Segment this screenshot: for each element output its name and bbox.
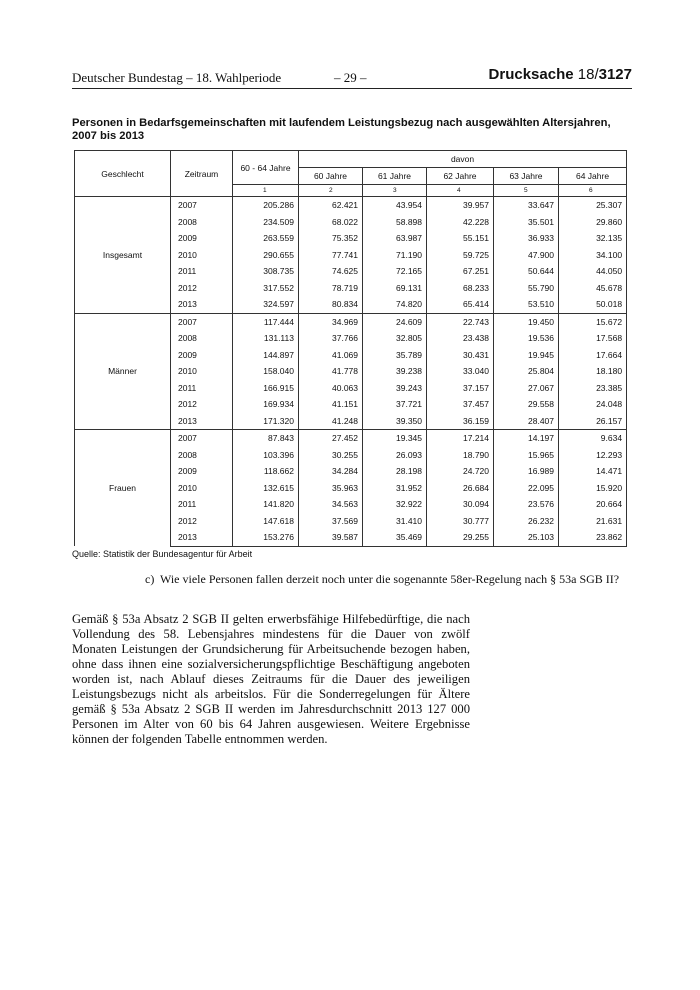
value-cell: 263.559 [233,230,299,247]
year-cell: 2007 [171,313,233,330]
value-cell: 23.438 [427,330,494,347]
value-cell: 19.345 [363,430,427,447]
value-cell: 23.385 [559,380,627,397]
header-zeitraum: Zeitraum [171,151,233,197]
value-cell: 26.157 [559,413,627,430]
value-cell: 41.151 [299,396,363,413]
value-cell: 153.276 [233,529,299,546]
value-cell: 324.597 [233,296,299,313]
value-cell: 37.721 [363,396,427,413]
value-cell: 9.634 [559,430,627,447]
table-title: Personen in Bedarfsgemeinschaften mit laufendem Leistungsbezug nach ausgewählten Altersjahren, 2007 bis 2013 [72,117,611,142]
value-cell: 80.834 [299,296,363,313]
value-cell: 132.615 [233,480,299,497]
value-cell: 37.157 [427,380,494,397]
year-cell: 2013 [171,296,233,313]
header-document-number [489,66,632,83]
year-cell: 2011 [171,380,233,397]
year-cell: 2009 [171,347,233,364]
value-cell: 25.103 [494,529,559,546]
value-cell: 40.063 [299,380,363,397]
value-cell: 87.843 [233,430,299,447]
value-cell: 72.165 [363,263,427,280]
value-cell: 26.093 [363,447,427,464]
header-age-63: 63 Jahre [494,168,559,185]
value-cell: 103.396 [233,447,299,464]
value-cell: 27.452 [299,430,363,447]
value-cell: 35.789 [363,347,427,364]
value-cell: 290.655 [233,247,299,264]
value-cell: 68.022 [299,214,363,231]
header-age-60: 60 Jahre [299,168,363,185]
value-cell: 35.469 [363,529,427,546]
value-cell: 28.198 [363,463,427,480]
value-cell: 158.040 [233,363,299,380]
value-cell: 34.284 [299,463,363,480]
value-cell: 29.860 [559,214,627,231]
value-cell: 53.510 [494,296,559,313]
value-cell: 18.180 [559,363,627,380]
value-cell: 14.471 [559,463,627,480]
value-cell: 43.954 [363,197,427,214]
value-cell: 15.920 [559,480,627,497]
value-cell: 36.159 [427,413,494,430]
header-geschlecht: Geschlecht [75,151,171,197]
value-cell: 35.963 [299,480,363,497]
header-doc-period: 18/ [573,66,599,83]
value-cell: 144.897 [233,347,299,364]
value-cell: 234.509 [233,214,299,231]
value-cell: 22.743 [427,313,494,330]
question-label: c) [145,572,155,586]
value-cell: 34.100 [559,247,627,264]
value-cell: 30.431 [427,347,494,364]
value-cell: 68.233 [427,280,494,297]
header-davon: davon [299,151,627,168]
value-cell: 78.719 [299,280,363,297]
year-cell: 2012 [171,280,233,297]
header-age-64: 64 Jahre [559,168,627,185]
value-cell: 118.662 [233,463,299,480]
table-row [75,313,627,330]
value-cell: 19.450 [494,313,559,330]
table-row [75,430,627,447]
group-label: Insgesamt [75,197,171,314]
value-cell: 24.609 [363,313,427,330]
header-age-61: 61 Jahre [363,168,427,185]
table-source: Quelle: Statistik der Bundesagentur für Arbeit [72,549,253,559]
value-cell: 37.766 [299,330,363,347]
value-cell: 41.069 [299,347,363,364]
value-cell: 32.805 [363,330,427,347]
value-cell: 74.820 [363,296,427,313]
value-cell: 23.862 [559,529,627,546]
value-cell: 17.664 [559,347,627,364]
value-cell: 26.684 [427,480,494,497]
year-cell: 2013 [171,529,233,546]
value-cell: 30.255 [299,447,363,464]
column-index: 3 [363,185,427,197]
year-cell: 2008 [171,447,233,464]
value-cell: 171.320 [233,413,299,430]
column-index: 6 [559,185,627,197]
value-cell: 39.238 [363,363,427,380]
group-label: Frauen [75,430,171,547]
value-cell: 26.232 [494,513,559,530]
value-cell: 205.286 [233,197,299,214]
value-cell: 75.352 [299,230,363,247]
year-cell: 2009 [171,463,233,480]
value-cell: 30.094 [427,496,494,513]
value-cell: 117.444 [233,313,299,330]
value-cell: 50.018 [559,296,627,313]
value-cell: 31.410 [363,513,427,530]
value-cell: 19.536 [494,330,559,347]
value-cell: 39.350 [363,413,427,430]
value-cell: 77.741 [299,247,363,264]
value-cell: 131.113 [233,330,299,347]
question-text: Wie viele Personen fallen derzeit noch unter die sogenannte 58er-Regelung nach § 53a SGB II? [160,572,620,586]
value-cell: 15.672 [559,313,627,330]
value-cell: 32.135 [559,230,627,247]
value-cell: 166.915 [233,380,299,397]
year-cell: 2011 [171,496,233,513]
year-cell: 2007 [171,430,233,447]
value-cell: 18.790 [427,447,494,464]
value-cell: 39.243 [363,380,427,397]
value-cell: 35.501 [494,214,559,231]
value-cell: 37.457 [427,396,494,413]
value-cell: 15.965 [494,447,559,464]
value-cell: 141.820 [233,496,299,513]
value-cell: 39.587 [299,529,363,546]
value-cell: 41.778 [299,363,363,380]
year-cell: 2012 [171,396,233,413]
value-cell: 19.945 [494,347,559,364]
year-cell: 2010 [171,480,233,497]
value-cell: 22.095 [494,480,559,497]
value-cell: 33.040 [427,363,494,380]
value-cell: 36.933 [494,230,559,247]
value-cell: 37.569 [299,513,363,530]
header-age-62: 62 Jahre [427,168,494,185]
header-doc-label: Drucksache [488,66,574,83]
value-cell: 25.307 [559,197,627,214]
value-cell: 21.631 [559,513,627,530]
value-cell: 33.647 [494,197,559,214]
value-cell: 41.248 [299,413,363,430]
year-cell: 2009 [171,230,233,247]
value-cell: 32.922 [363,496,427,513]
column-index: 1 [233,185,299,197]
value-cell: 308.735 [233,263,299,280]
value-cell: 317.552 [233,280,299,297]
value-cell: 12.293 [559,447,627,464]
value-cell: 23.576 [494,496,559,513]
value-cell: 24.048 [559,396,627,413]
value-cell: 74.625 [299,263,363,280]
value-cell: 29.255 [427,529,494,546]
value-cell: 47.900 [494,247,559,264]
year-cell: 2007 [171,197,233,214]
value-cell: 17.214 [427,430,494,447]
page-header [72,66,632,89]
value-cell: 62.421 [299,197,363,214]
year-cell: 2010 [171,363,233,380]
value-cell: 59.725 [427,247,494,264]
value-cell: 24.720 [427,463,494,480]
year-cell: 2013 [171,413,233,430]
value-cell: 67.251 [427,263,494,280]
value-cell: 55.790 [494,280,559,297]
value-cell: 14.197 [494,430,559,447]
column-index: 5 [494,185,559,197]
value-cell: 65.414 [427,296,494,313]
statistics-table [74,150,627,547]
header-page-number: – 29 – [334,70,367,85]
table-body [75,197,627,547]
value-cell: 29.558 [494,396,559,413]
header-age-range: 60 - 64 Jahre [233,151,299,185]
value-cell: 34.969 [299,313,363,330]
value-cell: 63.987 [363,230,427,247]
value-cell: 147.618 [233,513,299,530]
value-cell: 17.568 [559,330,627,347]
answer-paragraph: Gemäß § 53a Absatz 2 SGB II gelten erwerbsfähige Hilfebedürftige, die nach Vollendung des 58. Lebensjahres mindestens für die Dauer von zwölf Monaten Leistungen der Grundsicherung für Arbeitsuchende bezogen haben, ohne dass ihnen eine sozialversicherungspflichtige Beschäftigung angeboten worden ist, nach Ablauf dieses Zeitraums für die Dauer des jeweiligen Leistungsbezugs nicht als arbeitslos. Für die Sonderregelungen für Ältere gemäß § 53a Absatz 2 SGB II werden im Jahresdurchschnitt 2013 127 000 Personen im Alter von 60 bis 64 Jahren ausgewiesen. Weitere Ergebnisse können der folgenden Tabelle entnommen werden. [72,612,470,746]
column-index: 2 [299,185,363,197]
value-cell: 20.664 [559,496,627,513]
value-cell: 16.989 [494,463,559,480]
value-cell: 28.407 [494,413,559,430]
value-cell: 25.804 [494,363,559,380]
group-label: Männer [75,313,171,430]
value-cell: 44.050 [559,263,627,280]
year-cell: 2008 [171,330,233,347]
column-index: 4 [427,185,494,197]
value-cell: 30.777 [427,513,494,530]
value-cell: 39.957 [427,197,494,214]
value-cell: 169.934 [233,396,299,413]
value-cell: 45.678 [559,280,627,297]
value-cell: 71.190 [363,247,427,264]
value-cell: 31.952 [363,480,427,497]
value-cell: 58.898 [363,214,427,231]
year-cell: 2011 [171,263,233,280]
year-cell: 2010 [171,247,233,264]
value-cell: 69.131 [363,280,427,297]
value-cell: 27.067 [494,380,559,397]
header-publication: Deutscher Bundestag – 18. Wahlperiode [72,70,282,85]
header-doc-id: 3127 [598,66,632,83]
value-cell: 55.151 [427,230,494,247]
year-cell: 2012 [171,513,233,530]
value-cell: 50.644 [494,263,559,280]
value-cell: 42.228 [427,214,494,231]
table-row [75,197,627,214]
value-cell: 34.563 [299,496,363,513]
year-cell: 2008 [171,214,233,231]
